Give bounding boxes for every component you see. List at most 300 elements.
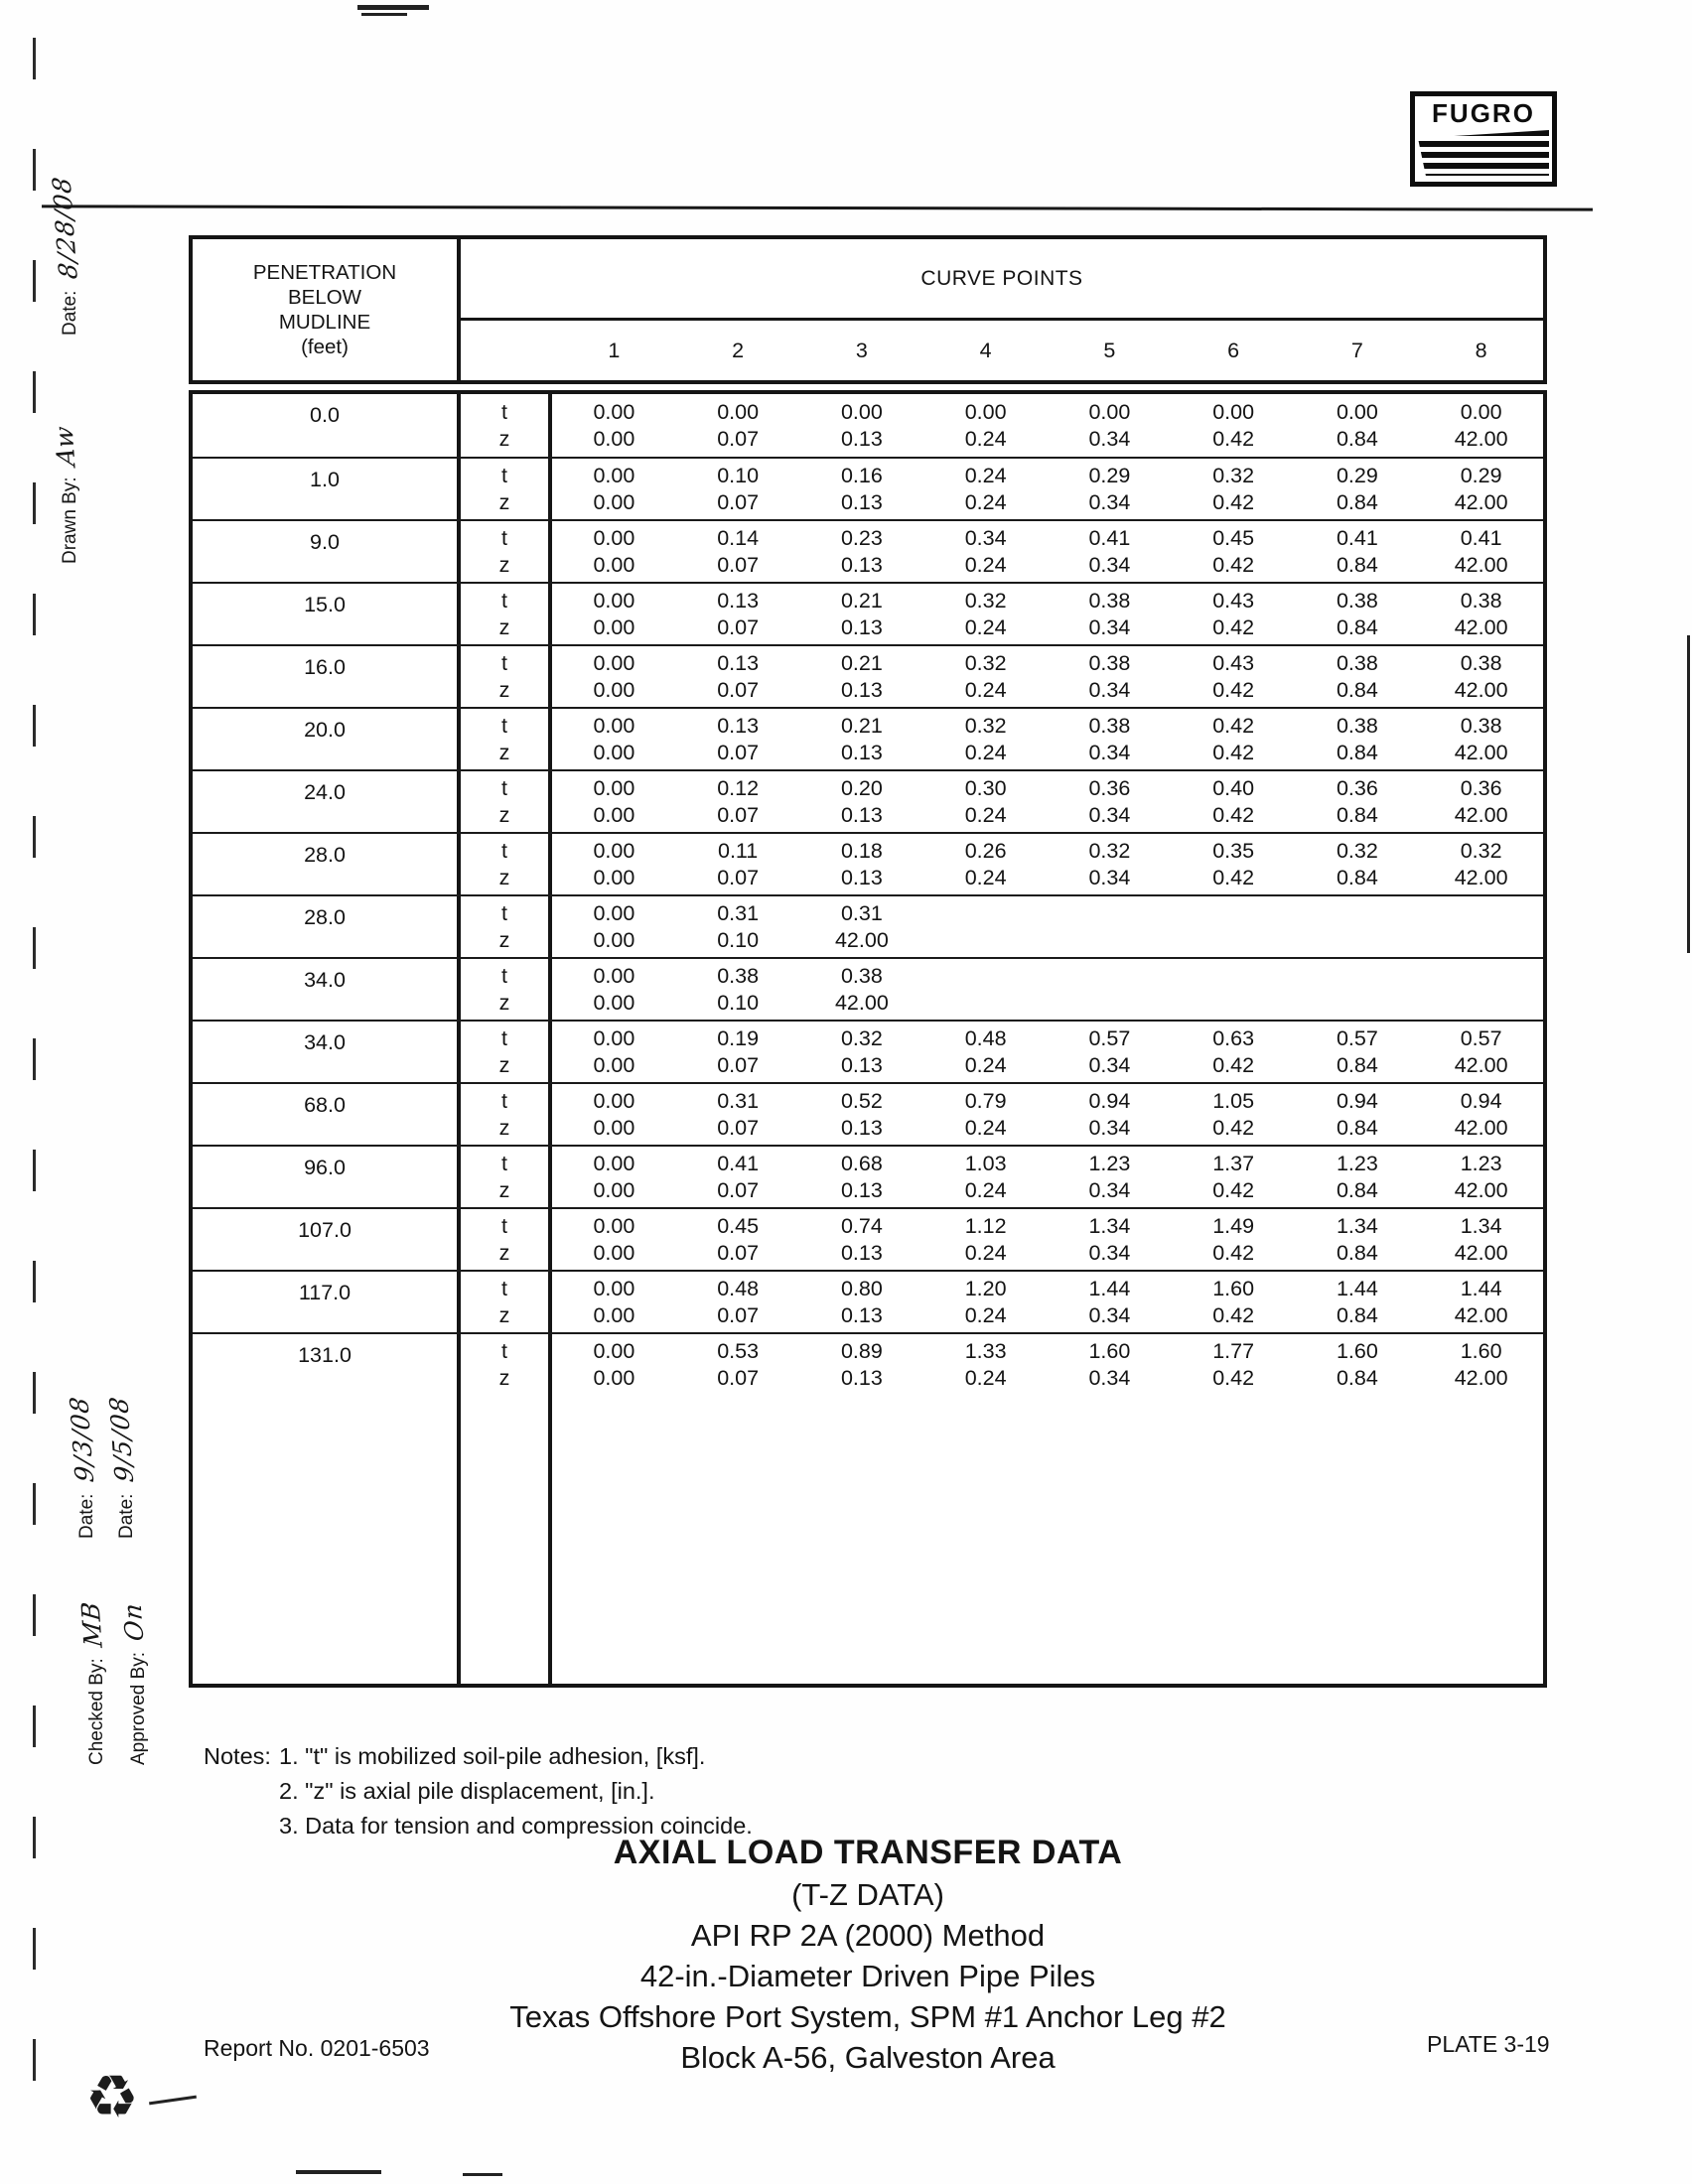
curve-point-cell: [1419, 1395, 1543, 1684]
curve-point-cell: [1419, 459, 1543, 519]
z-value: 0.34: [1088, 1240, 1131, 1265]
curve-point-cell: [1419, 584, 1543, 644]
tz-label-cell: [461, 1022, 552, 1082]
curve-point-cell: [1419, 1272, 1543, 1332]
project-line: Texas Offshore Port System, SPM #1 Anchor Leg #2: [509, 1999, 1226, 2034]
t-value: 0.00: [593, 588, 635, 613]
curve-point-cell: [923, 521, 1048, 582]
t-value: 0.00: [593, 1088, 635, 1113]
curve-point-cell: [1419, 1209, 1543, 1270]
curve-point-number: 6: [1227, 338, 1240, 362]
z-value: 0.00: [593, 552, 635, 577]
t-value: 0.43: [1212, 588, 1255, 613]
t-value: 0.24: [964, 463, 1007, 487]
approved-date-value: 9/5/08: [103, 1395, 140, 1484]
tz-label-cell: [461, 1395, 552, 1684]
t-value: 0.48: [717, 1276, 760, 1300]
z-value: 42.00: [1454, 1177, 1508, 1202]
t-value: 0.34: [964, 525, 1007, 550]
curve-point-cell: [676, 394, 800, 457]
z-value: 0.07: [717, 677, 760, 702]
t-label: t: [501, 588, 507, 613]
t-value: 0.23: [840, 525, 883, 550]
t-value: 0.40: [1212, 775, 1255, 800]
curve-point-cell: [1419, 834, 1543, 894]
z-value: 0.07: [717, 865, 760, 889]
table-row: [193, 832, 1543, 894]
t-value: 0.00: [593, 713, 635, 738]
curve-point-cell: [800, 1272, 924, 1332]
z-value: 0.84: [1336, 740, 1378, 764]
curve-point-cell: [1419, 959, 1543, 1020]
curve-point-cell: [1172, 709, 1296, 769]
curve-point-cell: [1172, 1147, 1296, 1207]
z-value: 0.07: [717, 1365, 760, 1390]
curve-point-cell: [552, 1147, 676, 1207]
curve-point-cell: [1296, 1334, 1420, 1395]
t-value: 0.38: [1460, 588, 1502, 613]
t-value: 1.49: [1212, 1213, 1255, 1238]
z-value: 0.34: [1088, 740, 1131, 764]
curve-point-cell: [1419, 646, 1543, 707]
t-value: 0.00: [1460, 399, 1502, 424]
z-value: 0.84: [1336, 865, 1378, 889]
curve-point-cell: [1048, 1272, 1172, 1332]
curve-point-cell: [676, 709, 800, 769]
curve-point-cell: [800, 394, 924, 457]
depth-cell: 34.0: [193, 1022, 461, 1082]
t-value: 0.11: [718, 838, 759, 863]
t-value: 0.32: [964, 650, 1007, 675]
curve-point-cell: [1048, 1022, 1172, 1082]
z-value: 0.24: [964, 865, 1007, 889]
z-value: 0.84: [1336, 677, 1378, 702]
t-value: 1.23: [1088, 1151, 1131, 1175]
tz-label-cell: [461, 1084, 552, 1145]
z-value: 0.00: [593, 990, 635, 1015]
t-value: 1.44: [1336, 1276, 1378, 1300]
location-line: Block A-56, Galveston Area: [680, 2040, 1056, 2075]
t-label: t: [501, 1151, 507, 1175]
curve-point-cell: [676, 834, 800, 894]
z-value: 0.24: [964, 1240, 1007, 1265]
z-value: 0.42: [1212, 1365, 1255, 1390]
table-row: [193, 957, 1543, 1020]
curve-point-number: 1: [608, 338, 621, 362]
curve-point-cell: [923, 1272, 1048, 1332]
t-value: 0.38: [840, 963, 883, 988]
curve-point-number: 5: [1103, 338, 1116, 362]
depth-cell: 24.0: [193, 771, 461, 832]
penetration-header: [193, 239, 461, 380]
z-value: 0.07: [717, 1115, 760, 1140]
t-value: 0.00: [593, 1151, 635, 1175]
z-value: 0.24: [964, 552, 1007, 577]
curve-point-number: 8: [1475, 338, 1487, 362]
t-value: 0.00: [593, 1276, 635, 1300]
plate-subtitle: (T-Z DATA): [791, 1877, 944, 1912]
z-label: z: [498, 1365, 510, 1390]
t-value: 1.60: [1460, 1338, 1502, 1363]
curve-point-cell: [1419, 1147, 1543, 1207]
curve-point-cell: [1172, 1272, 1296, 1332]
table-filler-row: [193, 1395, 1543, 1684]
t-value: 0.00: [593, 1338, 635, 1363]
curve-point-cell: [552, 709, 676, 769]
curve-point-cell: [1296, 959, 1420, 1020]
t-value: 0.18: [840, 838, 883, 863]
z-value: 42.00: [1454, 1240, 1508, 1265]
curve-point-cell: [923, 1147, 1048, 1207]
t-value: 0.32: [1460, 838, 1502, 863]
curve-point-cell: [1048, 771, 1172, 832]
z-value: 0.13: [840, 552, 883, 577]
z-value: 0.84: [1336, 1052, 1378, 1077]
curve-point-cell: [676, 1209, 800, 1270]
z-value: 0.24: [964, 802, 1007, 827]
t-label: t: [501, 525, 507, 550]
tz-label-cell: [461, 896, 552, 957]
t-value: 1.33: [964, 1338, 1007, 1363]
tz-label-cell: [461, 521, 552, 582]
tz-label-cell: [461, 584, 552, 644]
curve-point-cell: [1048, 584, 1172, 644]
z-value: 0.13: [840, 1115, 883, 1140]
curve-point-cell: [1419, 771, 1543, 832]
curve-point-cell: [1172, 896, 1296, 957]
curve-point-cell: [1048, 1334, 1172, 1395]
curve-point-cell: [1172, 1209, 1296, 1270]
table-row: [193, 1082, 1543, 1145]
z-value: 0.34: [1088, 489, 1131, 514]
z-value: 0.34: [1088, 1115, 1131, 1140]
curve-point-cell: [552, 1395, 676, 1684]
z-label: z: [498, 1240, 510, 1265]
curve-point-number: 4: [979, 338, 992, 362]
t-label: t: [501, 1025, 507, 1050]
t-value: 1.44: [1460, 1276, 1502, 1300]
z-value: 0.24: [964, 1302, 1007, 1327]
curve-point-cell: [1296, 459, 1420, 519]
z-value: 0.24: [964, 1365, 1007, 1390]
t-label: t: [501, 900, 507, 925]
t-value: 0.45: [1212, 525, 1255, 550]
z-value: 0.13: [840, 865, 883, 889]
curve-point-cell: [676, 459, 800, 519]
z-value: 42.00: [1454, 1052, 1508, 1077]
curve-point-cell: [923, 896, 1048, 957]
z-label: z: [498, 677, 510, 702]
curve-point-cell: [800, 1395, 924, 1684]
z-value: 0.84: [1336, 614, 1378, 639]
t-value: 0.38: [1088, 713, 1131, 738]
curve-point-cell: [552, 1022, 676, 1082]
z-value: 0.07: [717, 1302, 760, 1327]
z-value: 0.07: [717, 1177, 760, 1202]
curve-point-cell: [1048, 709, 1172, 769]
t-value: 0.52: [840, 1088, 883, 1113]
t-value: 0.94: [1336, 1088, 1378, 1113]
table-row: [193, 1020, 1543, 1082]
table-row: [193, 457, 1543, 519]
t-value: 0.00: [593, 838, 635, 863]
drawn-date-annotation: [47, 175, 83, 336]
t-value: 1.34: [1460, 1213, 1502, 1238]
t-value: 1.60: [1088, 1338, 1131, 1363]
curve-point-cell: [800, 646, 924, 707]
checked-date-value: 9/3/08: [64, 1395, 100, 1484]
z-value: 0.10: [717, 990, 760, 1015]
z-value: 0.34: [1088, 426, 1131, 451]
curve-points-title: CURVE POINTS: [461, 239, 1543, 321]
drawn-by-signature: Aw: [49, 424, 81, 468]
approved-by-signature: On: [117, 1600, 150, 1643]
t-value: 0.00: [964, 399, 1007, 424]
curve-point-cell: [552, 459, 676, 519]
z-value: 0.00: [593, 1115, 635, 1140]
z-value: 0.34: [1088, 1302, 1131, 1327]
drawn-by-label: Drawn By:: [60, 477, 80, 564]
curve-point-cell: [1296, 584, 1420, 644]
t-value: 0.89: [840, 1338, 883, 1363]
curve-point-cell: [676, 896, 800, 957]
t-value: 0.57: [1088, 1025, 1131, 1050]
t-value: 0.32: [1088, 838, 1131, 863]
z-value: 0.07: [717, 552, 760, 577]
curve-point-numbers-row: [461, 321, 1543, 380]
scan-artifact: [361, 13, 407, 16]
z-value: 42.00: [834, 990, 889, 1015]
t-label: t: [501, 838, 507, 863]
table-row: [193, 769, 1543, 832]
note-line: [204, 1739, 753, 1774]
note-item: 3. Data for tension and compression coincide.: [279, 1813, 753, 1839]
curve-point-cell: [676, 584, 800, 644]
curve-point-cell: [923, 1395, 1048, 1684]
t-value: 0.00: [593, 775, 635, 800]
z-value: 42.00: [1454, 865, 1508, 889]
tz-label-cell: [461, 959, 552, 1020]
t-value: 0.00: [593, 1025, 635, 1050]
t-value: 0.38: [1088, 588, 1131, 613]
z-value: 42.00: [1454, 489, 1508, 514]
depth-cell: 28.0: [193, 896, 461, 957]
recycle-icon: ♻: [85, 2063, 139, 2132]
t-value: 1.23: [1460, 1151, 1502, 1175]
curve-point-cell: [1172, 646, 1296, 707]
t-value: 0.32: [1212, 463, 1255, 487]
plate-number: PLATE 3-19: [1427, 2031, 1550, 2057]
drawn-by-annotation: [49, 424, 81, 564]
z-value: 0.42: [1212, 552, 1255, 577]
curve-point-cell: [800, 1147, 924, 1207]
curve-point-cell: [1419, 896, 1543, 957]
t-value: 0.79: [964, 1088, 1007, 1113]
z-value: 0.42: [1212, 426, 1255, 451]
curve-point-cell: [552, 1209, 676, 1270]
z-value: 42.00: [1454, 552, 1508, 577]
z-label: z: [498, 927, 510, 952]
t-value: 0.00: [593, 399, 635, 424]
z-label: z: [498, 865, 510, 889]
z-value: 0.07: [717, 1240, 760, 1265]
depth-cell: 0.0: [193, 394, 461, 457]
t-value: 0.10: [717, 463, 760, 487]
z-value: 0.13: [840, 1177, 883, 1202]
curve-point-cell: [1296, 394, 1420, 457]
curve-point-cell: [800, 1084, 924, 1145]
scan-artifact: [1687, 635, 1690, 953]
depth-cell: 131.0: [193, 1334, 461, 1395]
t-value: 0.13: [717, 713, 760, 738]
curve-point-cell: [1419, 1084, 1543, 1145]
curve-point-number: 7: [1350, 338, 1363, 362]
t-value: 0.38: [1336, 713, 1378, 738]
z-value: 0.84: [1336, 552, 1378, 577]
z-label: z: [498, 426, 510, 451]
curve-point-cell: [800, 1334, 924, 1395]
curve-point-cell: [1296, 521, 1420, 582]
curve-point-cell: [552, 1334, 676, 1395]
plate-title: AXIAL LOAD TRANSFER DATA: [613, 1834, 1123, 1871]
tz-label-cell: [461, 1272, 552, 1332]
table-row: [193, 1207, 1543, 1270]
curve-point-cell: [1419, 709, 1543, 769]
z-value: 42.00: [1454, 802, 1508, 827]
scan-artifact: [357, 5, 429, 10]
curve-point-cell: [923, 1084, 1048, 1145]
t-value: 0.13: [717, 650, 760, 675]
curve-point-cell: [800, 834, 924, 894]
depth-cell: 34.0: [193, 959, 461, 1020]
z-value: 0.13: [840, 740, 883, 764]
z-value: 0.10: [717, 927, 760, 952]
depth-cell: 9.0: [193, 521, 461, 582]
t-value: 1.12: [964, 1213, 1007, 1238]
penetration-header-line: BELOW: [287, 286, 362, 309]
curve-point-cell: [800, 459, 924, 519]
note-line: [204, 1774, 753, 1809]
curve-point-cell: [1419, 394, 1543, 457]
depth-cell: 68.0: [193, 1084, 461, 1145]
z-value: 0.00: [593, 1302, 635, 1327]
table-row: [193, 1332, 1543, 1395]
tz-label-cell: [461, 709, 552, 769]
z-value: 0.42: [1212, 740, 1255, 764]
z-label: z: [498, 489, 510, 514]
z-value: 42.00: [1454, 1115, 1508, 1140]
z-value: 0.00: [593, 740, 635, 764]
curve-point-cell: [1296, 1209, 1420, 1270]
curve-point-cell: [1048, 1209, 1172, 1270]
t-value: 1.05: [1212, 1088, 1255, 1113]
z-value: 42.00: [1454, 1365, 1508, 1390]
curve-point-cell: [800, 1209, 924, 1270]
table-row: [193, 707, 1543, 769]
curve-point-cell: [1172, 459, 1296, 519]
curve-point-cell: [1296, 896, 1420, 957]
z-value: 0.84: [1336, 1177, 1378, 1202]
t-value: 0.80: [840, 1276, 883, 1300]
depth-cell: 96.0: [193, 1147, 461, 1207]
curve-point-cell: [800, 709, 924, 769]
t-value: 0.30: [964, 775, 1007, 800]
z-value: 0.42: [1212, 614, 1255, 639]
tz-label-cell: [461, 394, 552, 457]
tz-label-cell: [461, 1209, 552, 1270]
t-value: 0.00: [593, 525, 635, 550]
curve-point-cell: [1419, 521, 1543, 582]
curve-point-cell: [1048, 1395, 1172, 1684]
notes-prefix: Notes:: [204, 1743, 271, 1769]
t-value: 0.20: [840, 775, 883, 800]
z-value: 0.07: [717, 740, 760, 764]
t-value: 0.42: [1212, 713, 1255, 738]
note-item: 1. "t" is mobilized soil-pile adhesion, [ksf].: [279, 1743, 706, 1769]
t-label: t: [501, 775, 507, 800]
t-value: 0.38: [1460, 650, 1502, 675]
curve-point-cell: [552, 1272, 676, 1332]
curve-point-cell: [800, 896, 924, 957]
z-value: 0.07: [717, 426, 760, 451]
fugro-logo-waves-icon: [1418, 130, 1549, 176]
t-value: 0.32: [964, 713, 1007, 738]
drawn-date-value: 8/28/08: [47, 175, 83, 281]
t-value: 0.41: [1460, 525, 1502, 550]
z-value: 0.13: [840, 677, 883, 702]
t-value: 1.60: [1212, 1276, 1255, 1300]
z-value: 0.00: [593, 865, 635, 889]
z-label: z: [498, 740, 510, 764]
t-value: 0.35: [1212, 838, 1255, 863]
t-value: 0.36: [1336, 775, 1378, 800]
curve-point-cell: [923, 1334, 1048, 1395]
t-value: 0.38: [1088, 650, 1131, 675]
z-label: z: [498, 990, 510, 1015]
depth-cell: 28.0: [193, 834, 461, 894]
t-label: t: [501, 1213, 507, 1238]
z-value: 0.24: [964, 677, 1007, 702]
curve-point-cell: [800, 584, 924, 644]
depth-cell: 16.0: [193, 646, 461, 707]
z-value: 0.42: [1212, 489, 1255, 514]
approved-by-label: Approved By:: [128, 1651, 149, 1765]
top-rule-line: [42, 205, 1593, 210]
tz-label-cell: [461, 834, 552, 894]
t-value: 0.38: [1460, 713, 1502, 738]
z-value: 42.00: [1454, 677, 1508, 702]
t-value: 0.41: [1336, 525, 1378, 550]
tz-label-cell: [461, 1334, 552, 1395]
z-value: 0.34: [1088, 802, 1131, 827]
t-value: 0.19: [717, 1025, 760, 1050]
t-value: 0.94: [1460, 1088, 1502, 1113]
scan-artifact: [463, 2173, 502, 2176]
t-label: t: [501, 650, 507, 675]
curve-point-cell: [676, 1334, 800, 1395]
curve-point-cell: [552, 1084, 676, 1145]
checked-by-signature: MB: [75, 1599, 108, 1649]
z-label: z: [498, 802, 510, 827]
depth-cell: 20.0: [193, 709, 461, 769]
t-value: 0.41: [717, 1151, 760, 1175]
curve-point-cell: [1048, 834, 1172, 894]
table-row: [193, 894, 1543, 957]
z-value: 0.00: [593, 1177, 635, 1202]
z-value: 0.34: [1088, 865, 1131, 889]
z-value: 0.42: [1212, 1115, 1255, 1140]
depth-cell: [193, 1395, 461, 1684]
